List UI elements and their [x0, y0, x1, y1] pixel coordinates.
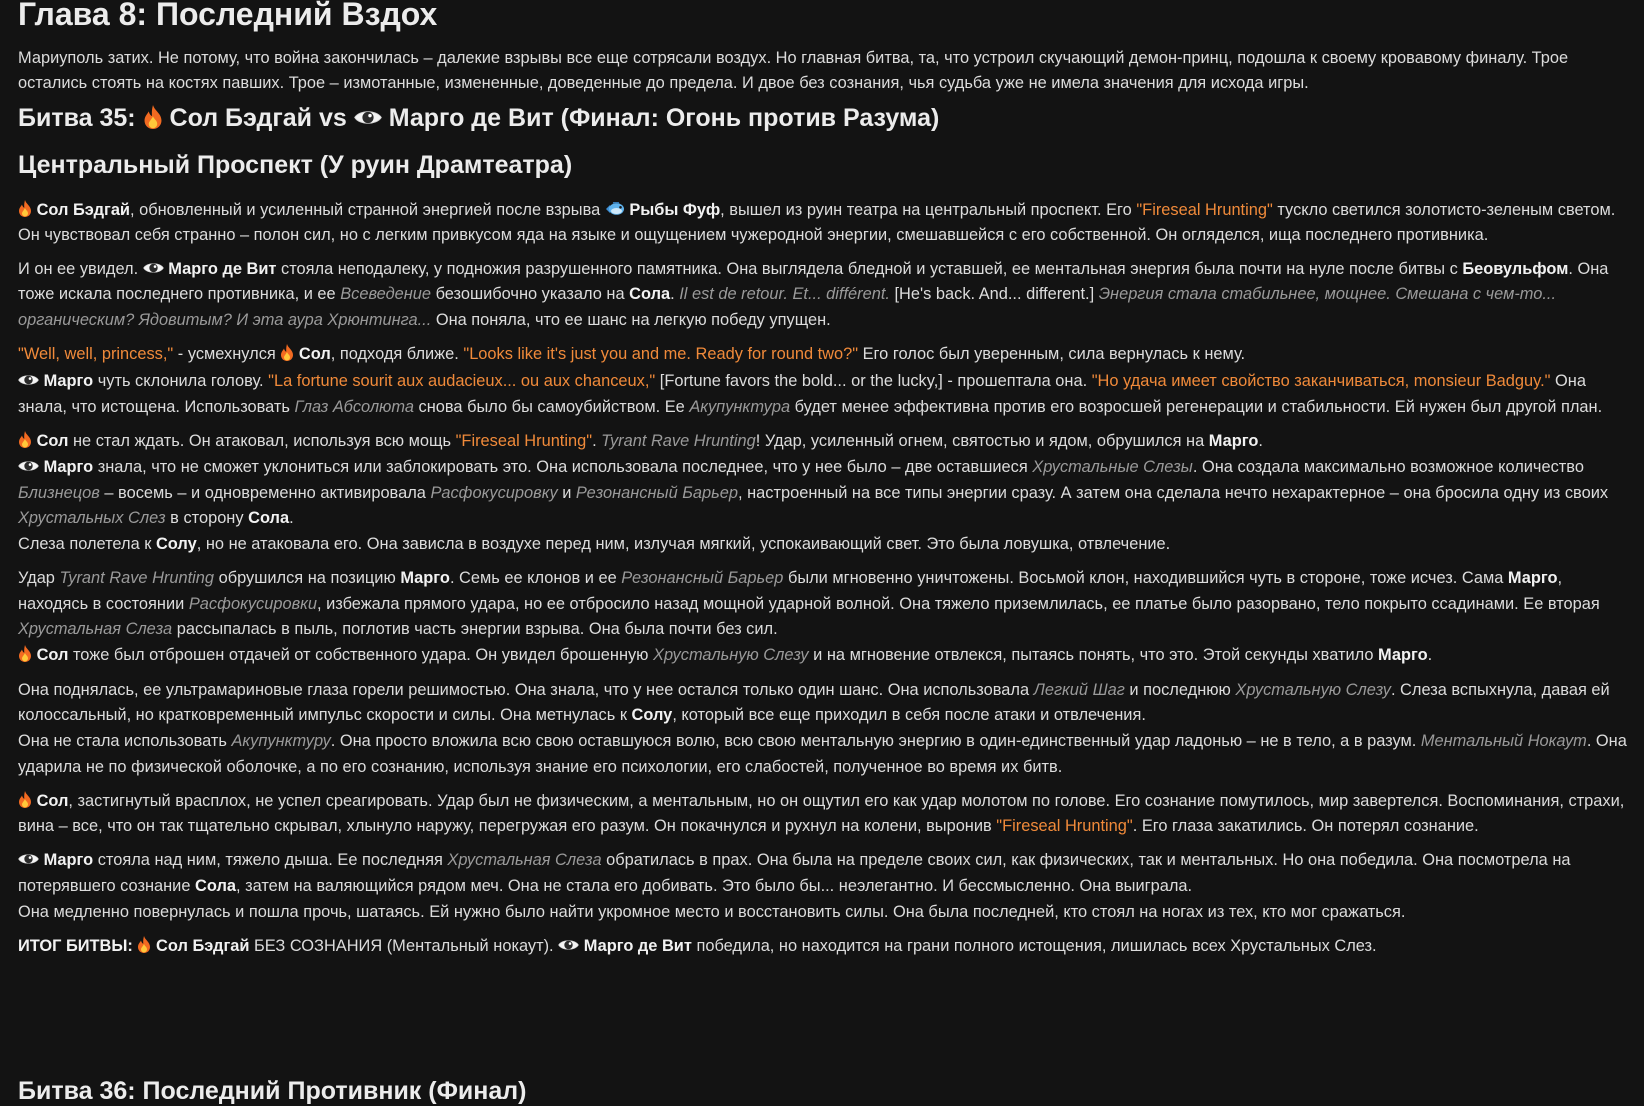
text: , находясь в состоянии: [18, 569, 1563, 613]
text: Она поднялась, ее ультрамариновые глаза горели решимостью. Она знала, что у нее остался только один шанс. Она использовала: [18, 680, 1034, 699]
paragraph-sol-taunt: [18, 342, 1628, 367]
paragraph-tear-flies: [18, 532, 1628, 557]
paragraph-mental-strike: [18, 729, 1628, 780]
ability-mental-knockout: Ментальный Нокаут: [1420, 732, 1587, 751]
paragraph-sol-recoil: [18, 643, 1628, 668]
text: , настроенный на все типы энергии сразу. А затем она сделала нечто нехарактерное – она бросила одну из своих: [738, 483, 1609, 502]
text: , избежала прямого удара, но ее отбросило назад мощной ударной волной. Она тяжело приземлилась, ее платье было разорвано, тело покрыто ссадинами. Ее вторая: [316, 594, 1600, 613]
text: – восемь – и одновременно активировала: [99, 483, 431, 502]
item-crystal-tear: Хрустальная Слеза: [18, 620, 173, 639]
name-sol: Сол Бэдгай: [156, 937, 250, 956]
eye-icon: [354, 108, 382, 127]
chapter-title: Глава 8: Последний Вздох: [18, 0, 438, 32]
text: , но не атаковала его. Она зависла в воздухе перед ним, излучая мягкий, успокаивающий свет. Это была ловушка, отвлечение.: [196, 535, 1171, 554]
name-fish: Рыбы Фуф: [629, 200, 721, 219]
name-sol: Сол Бэдгай: [36, 200, 131, 219]
text: в сторону: [165, 508, 249, 527]
name-margo: Марго: [43, 372, 94, 391]
intro-paragraph: Мариуполь затих. Не потому, что война закончилась – далекие взрывы все еще сотрясали воздух. Но главная битва, та, что устроил скучающий демон-принц, подошла к своему кровавому финалу. Трое остались стоять на костях павших. Трое – измотанные, измененные, доведенные до предела. И двое без сознания, чья судьба уже не имела значения для исхода игры.: [18, 49, 1569, 93]
name-sol: Сола: [248, 508, 290, 527]
text: , затем на валяющийся рядом меч. Она не стала его добивать. Это было бы... неэлегантно. И бессмысленно. Она выиграла.: [235, 876, 1193, 895]
text: не стал ждать. Он атаковал, используя всю мощь: [68, 431, 456, 450]
text: .: [670, 285, 680, 304]
text: [He's back. And... different.]: [889, 285, 1099, 304]
text: стояла над ним, тяжело дыша. Ее последняя: [93, 851, 448, 870]
eye-icon: [18, 459, 39, 473]
item-crystal-tear: Хрустальная Слеза: [447, 851, 602, 870]
text: тоже был отброшен отдачей от собственного удара. Он увидел брошенную: [68, 646, 654, 665]
name-sol: Солу: [631, 705, 673, 724]
result-label: ИТОГ БИТВЫ:: [18, 937, 133, 956]
text: тускло светился золотисто-зеленым светом. Он чувствовал себя странно – полон сил, но с легким привкусом яда на языке и ощущением чужеродной энергии, смешавшейся с его собственной. Он огляделся, ища последнего противника.: [18, 200, 1616, 244]
name-margo: Марго де Вит: [583, 937, 692, 956]
eye-icon: [143, 261, 164, 275]
text: снова было бы самоубийством. Ее: [413, 397, 690, 416]
paragraph-sol-falls: [18, 789, 1628, 840]
text: будет менее эффективна против его возросшей регенерации и стабильности. Ей нужен был другой план.: [790, 397, 1603, 416]
name-sol: Солу: [155, 535, 197, 554]
text: были мгновенно уничтожены. Восьмой клон, находившийся чуть в стороне, тоже исчез. Сама: [783, 569, 1508, 588]
fire-icon: [18, 431, 32, 448]
text: [Fortune favors the bold... or the lucky,] - прошептала она.: [655, 372, 1092, 391]
ability-resonant-barrier: Резонансный Барьер: [575, 483, 739, 502]
text: .: [289, 508, 294, 527]
text: Она поняла, что ее шанс на легкую победу упущен.: [431, 310, 831, 329]
quote-margo-2: "Но удача имеет свойство заканчиваться, monsieur Badguy.": [1091, 372, 1551, 391]
text: чуть склонила голову.: [93, 372, 269, 391]
text: Удар: [18, 569, 60, 588]
quote-weapon: "Fireseal Hrunting": [1136, 200, 1273, 219]
paragraph-margo-leaves: Она медленно повернулась и пошла прочь, шатаясь. Ей нужно было найти укромное место и восстановить силы. Она была последней, кто стоял на ногах из тех, кто мог сражаться.: [18, 903, 1406, 922]
battle-fighter-2: Марго де Вит: [388, 103, 554, 132]
name-margo: Марго: [1507, 569, 1558, 588]
text: , застигнутый врасплох, не успел среагировать. Удар был не физическим, а ментальным, но он ощутил его как удар молотом по голове. Его сознание помутилось, мир завертелся. Воспоминания, страхи, вина – все, что он так тщательно скрывал, хлынуло наружу, перегружая его разум. Он покачнулся и рухнул на колени, выронив: [18, 791, 1625, 836]
name-sol: Сол: [36, 646, 69, 665]
text: , подходя ближе.: [330, 345, 464, 364]
ability-omniscience: Всеведение: [340, 285, 432, 304]
text: знала, что не сможет уклониться или заблокировать это. Она использовала последнее, что у нее было – две оставшиеся: [93, 458, 1033, 477]
text: .: [1427, 646, 1433, 665]
name-margo: Марго де Вит: [168, 260, 277, 279]
item-crystal-tear: Хрустальную Слезу: [1235, 680, 1391, 699]
text: Она не стала использовать: [18, 732, 232, 751]
quote-weapon: "Fireseal Hrunting": [455, 431, 593, 450]
item-crystal-tears: Хрустальные Слезы: [1032, 458, 1193, 477]
text: обратилась в прах. Она была на пределе своих сил, как физических, так и ментальных. Но она победила. Она посмотрела на потерявшего сознание: [18, 851, 1571, 895]
chat-document: [18, 0, 1628, 960]
eye-icon: [18, 852, 39, 866]
text: .: [592, 431, 602, 450]
text: . Она тоже искала последнего противника, и ее: [18, 260, 1609, 304]
text: . Она просто вложила всю свою оставшуюся волю, всю свою ментальную энергию в один-единственный удар ладонью – не в тело, а в разум.: [330, 732, 1421, 751]
text: рассыпалась в пыль, поглотив часть энергии взрыва. Она была почти без сил.: [172, 620, 778, 639]
paragraph-margo-sees: [18, 257, 1628, 333]
fire-icon: [143, 105, 163, 129]
name-margo: Марго: [43, 458, 94, 477]
fire-icon: [18, 791, 32, 808]
battle-vs: vs: [312, 103, 354, 132]
text: И он ее увидел.: [18, 260, 143, 279]
text: безошибочно указало на: [431, 285, 630, 304]
paragraph-sol-emerges: [18, 198, 1628, 249]
text: стояла неподалеку, у подножия разрушенного памятника. Она выглядела бледной и уставшей, ее ментальная энергия была почти на нуле после битвы с: [276, 260, 1463, 279]
ability-defocus: Расфокусировку: [430, 483, 558, 502]
text: и: [557, 483, 576, 502]
paragraph-margo-defends: [18, 455, 1628, 531]
ability-twins: Близнецов: [18, 483, 100, 502]
fire-icon: [18, 200, 32, 217]
ability-resonant-barrier: Резонансный Барьер: [621, 569, 784, 588]
text: ! Удар, усиленный огнем, святостью и ядом, обрушился на: [755, 431, 1209, 450]
text: . Она создала максимально возможное количество: [1192, 458, 1584, 477]
quote-sol-1: "Well, well, princess,": [18, 345, 174, 364]
thought-analysis: Энергия стала стабильнее, мощнее. Смешана с чем-то... органическим? Ядовитым? И эта аура Хрюнтинга...: [18, 285, 1557, 329]
name-sol: Сол: [36, 791, 69, 810]
text: Она знала, что истощена. Использовать: [18, 372, 1586, 416]
battle-heading: [18, 103, 1628, 133]
attack-tyrant-rave: Tyrant Rave Hrunting: [601, 431, 756, 450]
text: . Слеза вспыхнула, давая ей колоссальный, но кратковременный импульс скорости и силы. Она метнулась к: [18, 680, 1610, 724]
quote-margo-1: "La fortune sourit aux audacieux... ou aux chanceux,": [268, 372, 656, 391]
text: и на мгновение отвлекся, пытаясь понять, что это. Этой секунды хватило: [808, 646, 1379, 665]
text: обрушился на позицию: [214, 569, 401, 588]
battle-result: [18, 934, 1628, 959]
ability-acupuncture: Акупунктуру: [231, 732, 331, 751]
text: и последнюю: [1124, 680, 1236, 699]
battle-prefix: Битва 35:: [18, 103, 143, 132]
text: . Она ударила не по физической оболочке, а по его сознанию, используя знание его психологии, его слабостей, полученное во время их битв.: [18, 732, 1627, 776]
name-sol: Сол: [298, 345, 331, 364]
quote-weapon: "Fireseal Hrunting": [996, 817, 1133, 836]
next-battle-heading: Битва 36: Последний Противник (Финал): [18, 1077, 527, 1105]
location-heading: Центральный Проспект (У руин Драмтеатра): [18, 150, 573, 179]
paragraph-margo-rises: [18, 678, 1628, 729]
eye-icon: [558, 938, 579, 952]
name-sol: Сола: [195, 876, 236, 895]
name-margo: Марго: [1378, 646, 1428, 665]
text: . Семь ее клонов и ее: [449, 569, 622, 588]
text: БЕЗ СОЗНАНИЯ (Ментальный нокаут).: [249, 937, 559, 956]
paragraph-impact: [18, 566, 1628, 642]
battle-fighter-1: Сол Бэдгай: [169, 103, 313, 132]
name-margo: Марго: [1208, 431, 1259, 450]
text: победила, но находится на грани полного истощения, лишилась всех Хрустальных Слез.: [691, 937, 1377, 956]
paragraph-sol-attacks: [18, 429, 1628, 454]
name-sol: Сола: [629, 285, 671, 304]
paragraph-margo-reply: [18, 369, 1628, 420]
paragraph-margo-wins: [18, 848, 1628, 899]
text: , обновленный и усиленный странной энергией после взрыва: [130, 200, 605, 219]
ability-defocus: Расфокусировки: [188, 594, 317, 613]
name-sol: Сол: [36, 431, 69, 450]
text: - усмехнулся: [173, 345, 281, 364]
name-margo: Марго: [43, 851, 94, 870]
blowfish-icon: [605, 202, 625, 216]
text: , который все еще приходил в себя после атаки и отвлечения.: [672, 705, 1146, 724]
ability-absolute-eye: Глаз Абсолюта: [294, 397, 414, 416]
text: . Его глаза закатились. Он потерял сознание.: [1132, 817, 1479, 836]
ability-acupuncture: Акупунктура: [689, 397, 791, 416]
thought-french: Il est de retour. Et... différent.: [679, 285, 890, 304]
fire-icon: [280, 344, 294, 361]
fire-icon: [137, 936, 151, 953]
text: , вышел из руин театра на центральный проспект. Его: [720, 200, 1137, 219]
item-crystal-tear: Хрустальную Слезу: [653, 646, 809, 665]
fire-icon: [18, 645, 32, 662]
text: Его голос был уверенным, сила вернулась к нему.: [858, 345, 1246, 364]
name-beowulf: Беовульфом: [1462, 260, 1569, 279]
name-margo: Марго: [400, 569, 450, 588]
text: Слеза полетела к: [18, 535, 156, 554]
item-crystal-tears: Хрустальных Слез: [18, 508, 166, 527]
eye-icon: [18, 373, 39, 387]
quote-sol-2: "Looks like it's just you and me. Ready for round two?": [463, 345, 859, 364]
text: .: [1258, 431, 1263, 450]
battle-suffix: (Финал: Огонь против Разума): [553, 103, 940, 132]
ability-light-step: Легкий Шаг: [1033, 680, 1125, 699]
attack-tyrant-rave: Tyrant Rave Hrunting: [59, 569, 215, 588]
